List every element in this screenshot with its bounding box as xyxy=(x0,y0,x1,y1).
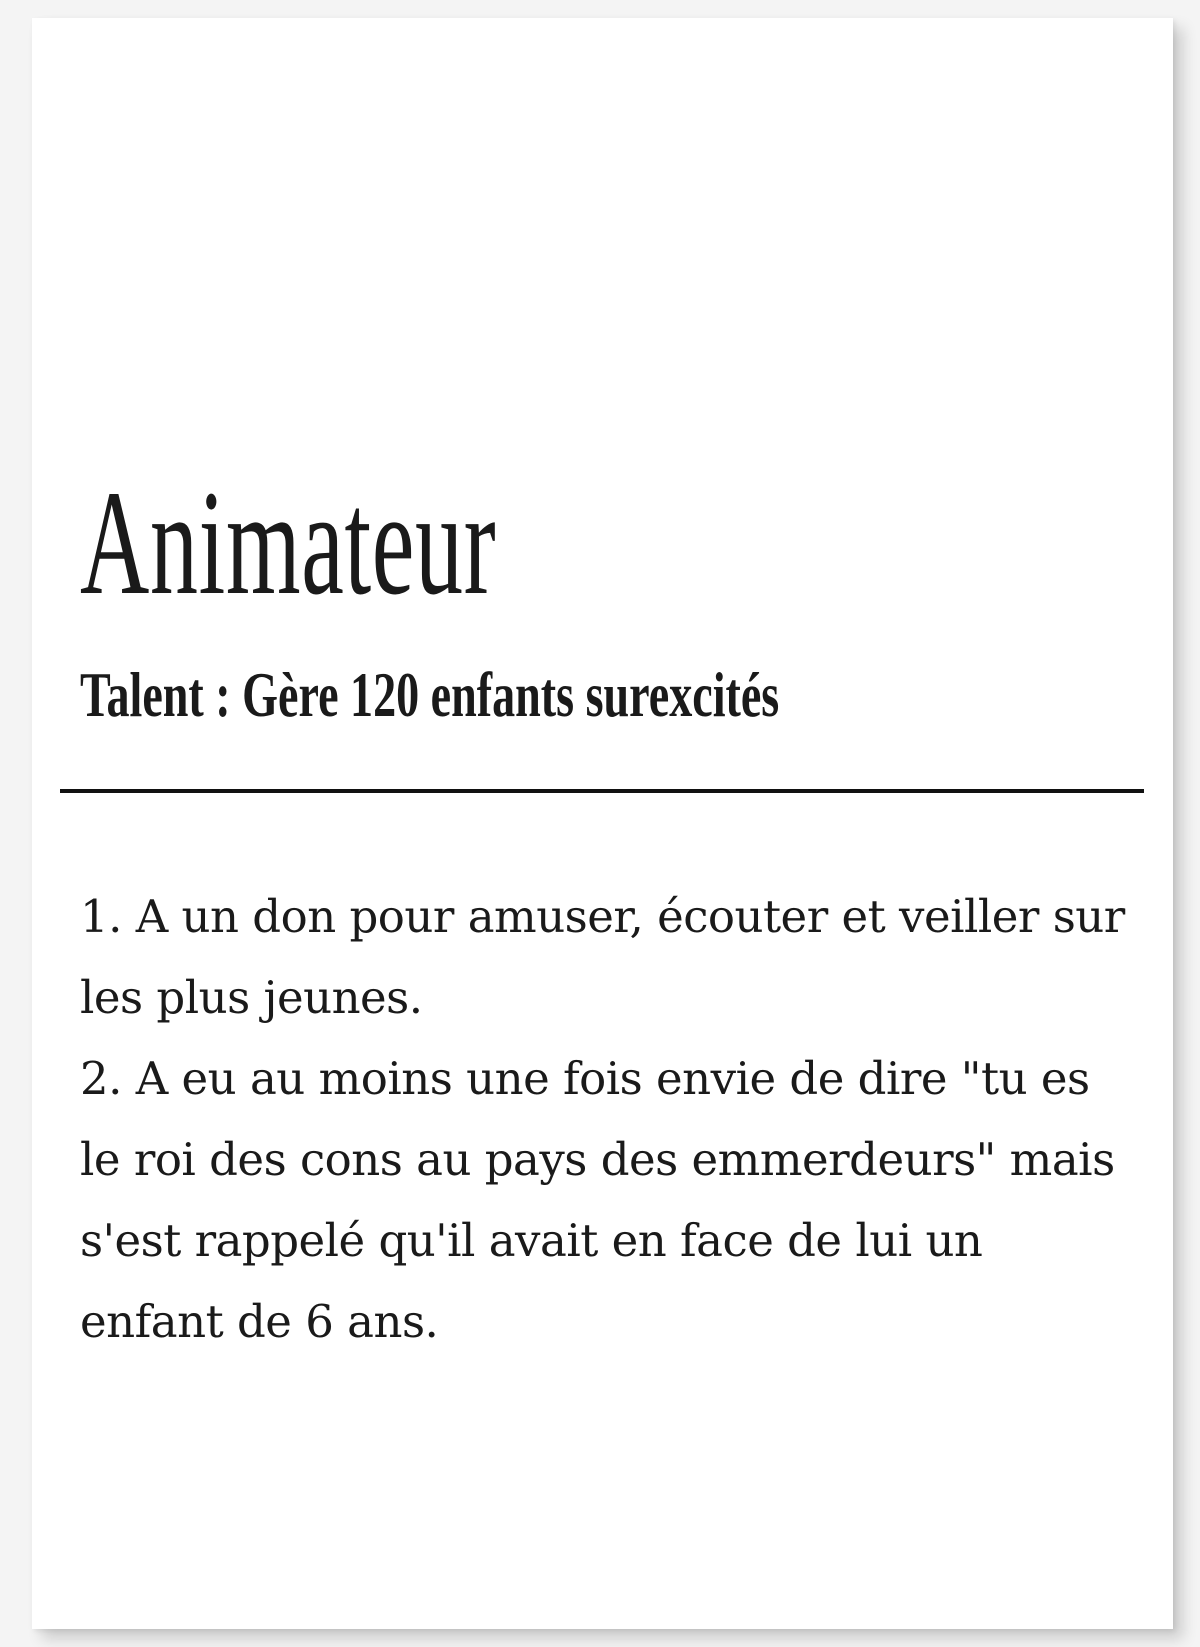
definition-item-2: 2. A eu au moins une fois envie de dire "tu es le roi des cons au pays des emmerdeurs" mais s'est rappelé qu'il avait en face de lui un enfant de 6 ans. xyxy=(80,1052,1115,1348)
poster-title: Animateur xyxy=(80,460,497,626)
poster-sheet xyxy=(32,18,1173,1629)
poster-subtitle: Talent : Gère 120 enfants surexcités xyxy=(80,659,780,730)
definition-list xyxy=(80,876,1130,1362)
definition-item-1: 1. A un don pour amuser, écouter et veiller sur les plus jeunes. xyxy=(80,890,1125,1024)
divider-line xyxy=(60,789,1144,793)
